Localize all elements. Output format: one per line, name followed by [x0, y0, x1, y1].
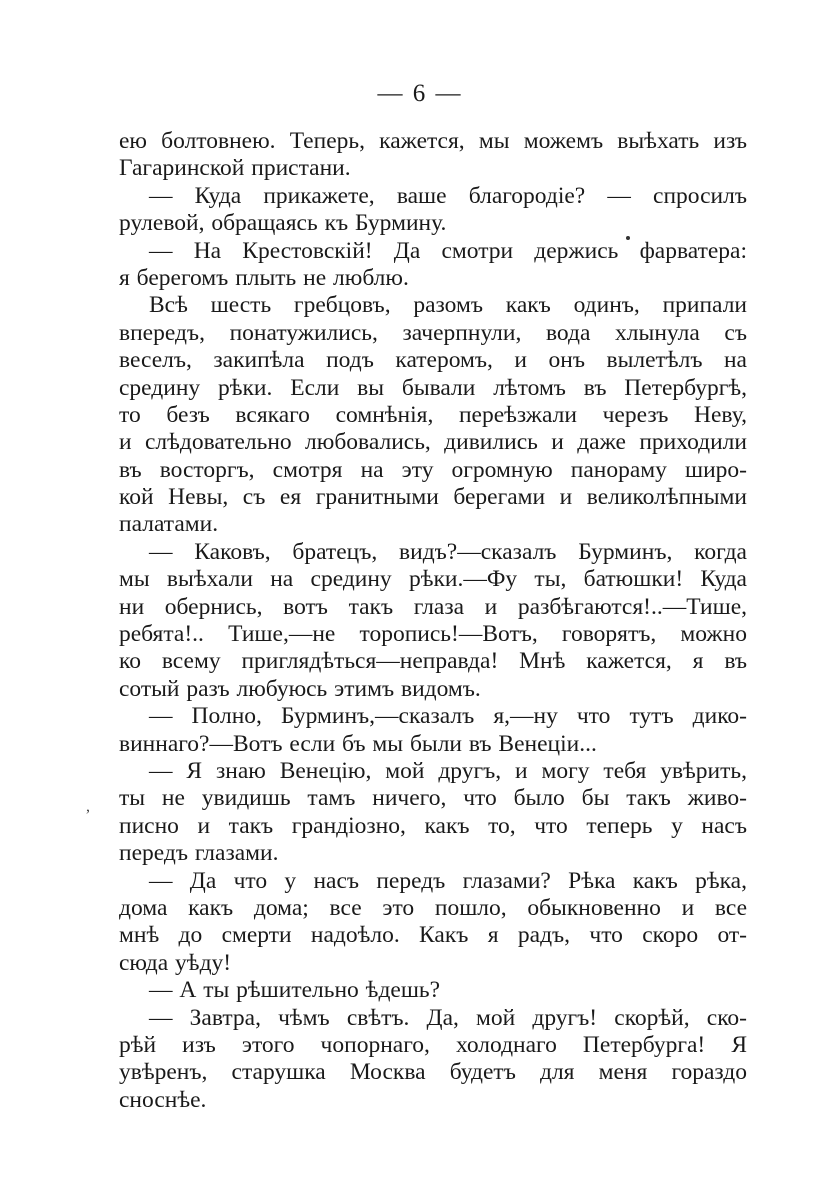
text-line: виннаго?—Вотъ если бъ мы были въ Венеціи...: [119, 730, 597, 757]
text-line: я берегомъ плыть не люблю.: [119, 264, 409, 291]
text-line: сноснѣе.: [119, 1086, 207, 1113]
text-line: кой Невы, съ ея гранитными берегами и великолѣпными: [119, 484, 747, 511]
text-line: — Каковъ, братецъ, видъ?—сказалъ Бурминъ, когда: [149, 538, 747, 565]
text-line: и слѣдовательно любовались, дивились и даже приходили: [119, 429, 747, 456]
text-line: увѣренъ, старушка Москва будетъ для меня гораздо: [119, 1059, 747, 1086]
text-line: въ восторгъ, смотря на эту огромную панораму широ-: [119, 456, 747, 483]
text-line: — На Крестовскій! Да смотри держись фарватера:: [149, 237, 747, 264]
body-text: [119, 128, 747, 1114]
text-line: веселъ, закипѣла подъ катеромъ, и онъ вылетѣлъ на: [119, 347, 747, 374]
text-line: то безъ всякаго сомнѣнія, переѣзжали черезъ Неву,: [119, 401, 747, 428]
text-line: — Завтра, чѣмъ свѣтъ. Да, мой другъ! скорѣй, ско-: [149, 1004, 747, 1031]
text-line: сотый разъ любуюсь этимъ видомъ.: [119, 675, 481, 702]
text-line: средину рѣки. Если вы бывали лѣтомъ въ Петербургѣ,: [119, 374, 747, 401]
text-line: ребята!.. Тише,—не торопись!—Вотъ, говорятъ, можно: [119, 621, 747, 648]
text-line: ею болтовнею. Теперь, кажется, мы можемъ выѣхать изъ: [119, 128, 747, 154]
text-line: рѣй изъ этого чопорнаго, холоднаго Петербурга! Я: [119, 1031, 747, 1058]
text-line: — А ты рѣшительно ѣдешь?: [149, 977, 441, 1004]
text-line: — Я знаю Венецію, мой другъ, и могу тебя увѣрить,: [149, 757, 747, 784]
text-line: рулевой, обращаясь къ Бурмину.: [119, 210, 447, 237]
page-number: — 6 —: [377, 80, 463, 107]
text-line: — Да что у насъ передъ глазами? Рѣка какъ рѣка,: [149, 867, 747, 894]
margin-mark: ,: [86, 798, 90, 815]
text-line: писно и такъ грандіозно, какъ то, что теперь у насъ: [119, 812, 747, 839]
text-line: дома какъ дома; все это пошло, обыкновенно и все: [119, 894, 747, 921]
text-line: передъ глазами.: [119, 840, 279, 867]
text-line: палатами.: [119, 511, 219, 538]
text-line: Гагаринской пристани.: [119, 155, 351, 182]
text-line: мы выѣхали на средину рѣки.—Фу ты, батюшки! Куда: [119, 566, 747, 593]
text-line: сюда уѣду!: [119, 949, 232, 976]
text-line: ко всему приглядѣться—неправда! Мнѣ кажется, я въ: [119, 648, 747, 675]
text-line: — Полно, Бурминъ,—сказалъ я,—ну что тутъ дико-: [149, 703, 747, 730]
text-line: впередъ, понатужились, зачерпнули, вода хлынула съ: [119, 319, 747, 346]
text-line: мнѣ до смерти надоѣло. Какъ я радъ, что скоро от-: [119, 922, 747, 949]
text-line: ты не увидишь тамъ ничего, что было бы такъ живо-: [119, 785, 747, 812]
text-line: Всѣ шесть гребцовъ, разомъ какъ одинъ, припали: [149, 292, 747, 319]
text-line: ни обернись, вотъ такъ глаза и разбѣгаются!..—Тише,: [119, 593, 747, 620]
text-line: — Куда прикажете, ваше благородіе? — спросилъ: [149, 182, 747, 209]
